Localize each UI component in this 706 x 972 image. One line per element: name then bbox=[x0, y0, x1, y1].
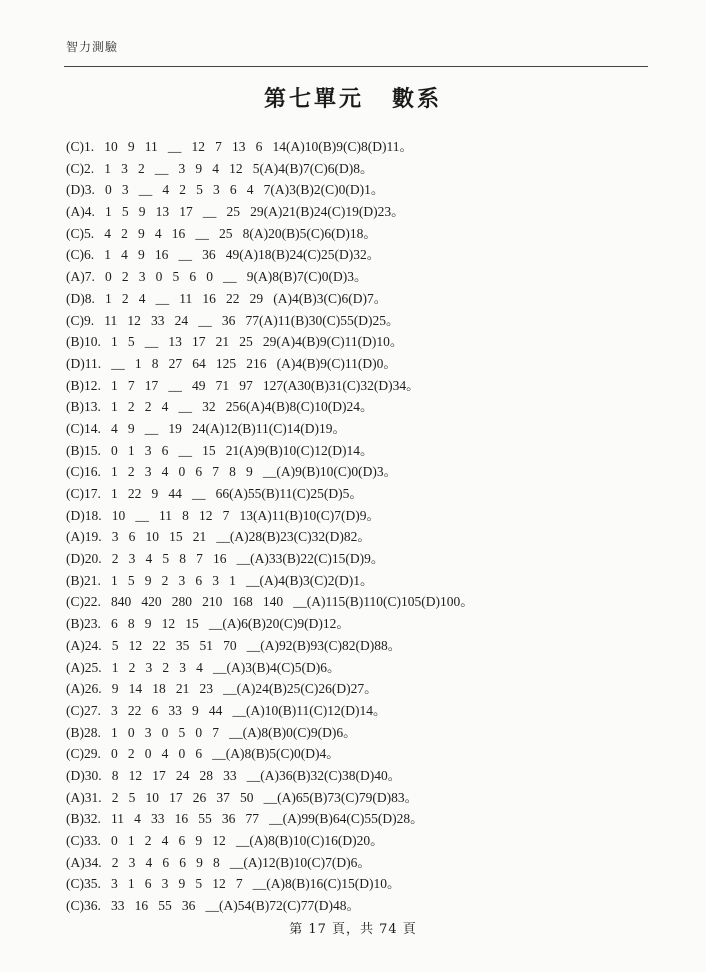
question-item: (C)5. 4 2 9 4 16 __ 25 8(A)20(B)5(C)6(D)18。 bbox=[66, 225, 377, 241]
question-item: (B)28. 1 0 3 0 5 0 7 __(A)8(B)0(C)9(D)6。 bbox=[66, 724, 357, 740]
question-item: (A)4. 1 5 9 13 17 __ 25 29(A)21(B)24(C)19(D)23。 bbox=[66, 204, 405, 220]
question-list bbox=[66, 136, 666, 917]
question-item: (B)12. 1 7 17 __ 49 71 97 127(A30(B)31(C)32(D)34。 bbox=[66, 377, 420, 393]
question-item: (C)27. 3 22 6 33 9 44 __(A)10(B)11(C)12(D)14。 bbox=[66, 702, 387, 718]
question-item: (A)26. 9 14 18 21 23 __(A)24(B)25(C)26(D)27。 bbox=[66, 681, 378, 697]
question-item: (C)9. 11 12 33 24 __ 36 77(A)11(B)30(C)55(D)25。 bbox=[66, 312, 400, 328]
question-item: (D)30. 8 12 17 24 28 33 __(A)36(B)32(C)38(D)40。 bbox=[66, 767, 402, 783]
question-item: (B)10. 1 5 __ 13 17 21 25 29(A)4(B)9(C)11(D)10。 bbox=[66, 334, 404, 350]
question-item: (C)33. 0 1 2 4 6 9 12 __(A)8(B)10(C)16(D)20。 bbox=[66, 833, 384, 848]
question-item: (C)6. 1 4 9 16 __ 36 49(A)18(B)24(C)25(D)32。 bbox=[66, 247, 381, 263]
question-item: (B)15. 0 1 3 6 __ 15 21(A)9(B)10(C)12(D)14。 bbox=[66, 442, 374, 458]
question-item: (A)7. 0 2 3 0 5 6 0 __ 9(A)8(B)7(C)0(D)3。 bbox=[66, 269, 368, 285]
question-item: (A)24. 5 12 22 35 51 70 __(A)92(B)93(C)82(D)88。 bbox=[66, 637, 402, 653]
header-rule bbox=[64, 66, 648, 67]
question-item: (C)14. 4 9 __ 19 24(A)12(B)11(C)14(D)19。 bbox=[66, 420, 346, 436]
question-item: (A)34. 2 3 4 6 6 9 8 __(A)12(B)10(C)7(D)6。 bbox=[66, 854, 371, 870]
question-item: (C)17. 1 22 9 44 __ 66(A)55(B)11(C)25(D)5。 bbox=[66, 486, 363, 501]
header-label: 智力測驗 bbox=[66, 40, 119, 54]
question-item: (C)29. 0 2 0 4 0 6 __(A)8(B)5(C)0(D)4。 bbox=[66, 746, 340, 762]
question-item: (D)3. 0 3 __ 4 2 5 3 6 4 7(A)3(B)2(C)0(D)1。 bbox=[66, 182, 385, 198]
page-title bbox=[0, 82, 706, 113]
question-item: (C)36. 33 16 55 36 __(A)54(B)72(C)77(D)48。 bbox=[66, 898, 360, 914]
page-number: 第 17 頁，共 74 頁 bbox=[289, 922, 417, 937]
question-item: (B)23. 6 8 9 12 15 __(A)6(B)20(C)9(D)12。 bbox=[66, 616, 350, 632]
question-item: (C)16. 1 2 3 4 0 6 7 8 9 __(A)9(B)10(C)0(D)3。 bbox=[66, 464, 398, 480]
question-item: (B)13. 1 2 2 4 __ 32 256(A)4(B)8(C)10(D)24。 bbox=[66, 399, 374, 415]
question-item: (C)22. 840 420 280 210 168 140 __(A)115(B)110(C)105(D)100。 bbox=[66, 594, 474, 610]
question-item: (A)31. 2 5 10 17 26 37 50 __(A)65(B)73(C)79(D)83。 bbox=[66, 789, 419, 805]
question-item: (C)2. 1 3 2 __ 3 9 4 12 5(A)4(B)7(C)6(D)8。 bbox=[66, 160, 374, 176]
question-item: (A)19. 3 6 10 15 21 __(A)28(B)23(C)32(D)82。 bbox=[66, 529, 371, 545]
question-item: (D)20. 2 3 4 5 8 7 16 __(A)33(B)22(C)15(D)9。 bbox=[66, 551, 385, 567]
question-item: (B)32. 11 4 33 16 55 36 77 __(A)99(B)64(C)55(D)28。 bbox=[66, 811, 424, 827]
question-item: (C)1. 10 9 11 __ 12 7 13 6 14(A)10(B)9(C)8(D)11。 bbox=[66, 139, 413, 154]
unit-title: 第七單元 bbox=[263, 86, 364, 112]
question-item: (D)11. __ 1 8 27 64 125 216 (A)4(B)9(C)11(D)0。 bbox=[66, 355, 397, 371]
question-item: (B)21. 1 5 9 2 3 6 3 1 __(A)4(B)3(C)2(D)1。 bbox=[66, 572, 374, 588]
question-item: (D)8. 1 2 4 __ 11 16 22 29 (A)4(B)3(C)6(D)7。 bbox=[66, 290, 388, 306]
question-item: (A)25. 1 2 3 2 3 4 __(A)3(B)4(C)5(D)6。 bbox=[66, 659, 341, 675]
question-item: (C)35. 3 1 6 3 9 5 12 7 __(A)8(B)16(C)15(D)10。 bbox=[66, 876, 401, 892]
topic-title: 數系 bbox=[392, 86, 443, 112]
question-item: (D)18. 10 __ 11 8 12 7 13(A)11(B)10(C)7(D)9。 bbox=[66, 507, 380, 523]
